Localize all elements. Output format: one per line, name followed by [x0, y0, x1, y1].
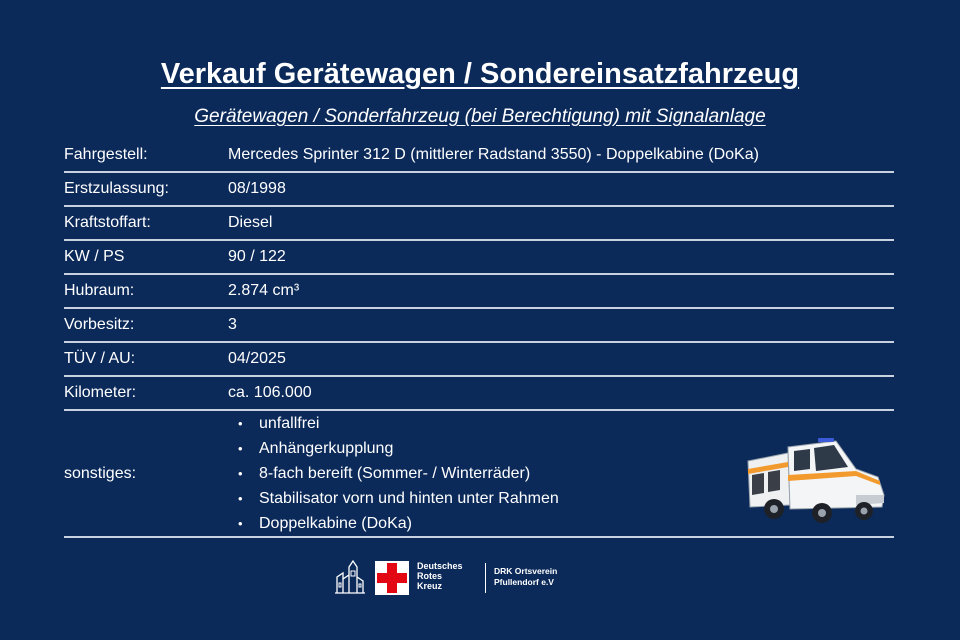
- list-item: • Doppelkabine (DoKa): [238, 511, 559, 536]
- spec-label: KW / PS: [64, 248, 125, 265]
- spec-row-fahrgestell: [64, 139, 894, 173]
- spec-row-sonstiges: [64, 411, 894, 538]
- ortsverein-name: [494, 566, 557, 588]
- spec-table: [64, 139, 894, 538]
- spec-value: 2.874 cm³: [228, 282, 300, 299]
- spec-value: Diesel: [228, 214, 273, 231]
- spec-value: 90 / 122: [228, 248, 286, 265]
- ov-line: Pfullendorf e.V: [494, 577, 554, 587]
- spec-row-tuev-au: [64, 343, 894, 377]
- spec-row-vorbesitz: [64, 309, 894, 343]
- spec-label: TÜV / AU:: [64, 350, 136, 367]
- sonstiges-list: [238, 411, 559, 536]
- spec-label: Vorbesitz:: [64, 316, 135, 333]
- spec-row-hubraum: [64, 275, 894, 309]
- page-title: Verkauf Gerätewagen / Sondereinsatzfahrzeug: [160, 58, 800, 90]
- list-item: • unfallfrei: [238, 411, 559, 436]
- vehicle-photo: [744, 429, 890, 529]
- spec-value: 3: [228, 316, 237, 333]
- spec-label: sonstiges:: [64, 465, 137, 482]
- drk-wordmark: [417, 561, 463, 591]
- drk-line: Rotes: [417, 571, 443, 581]
- spec-row-erstzulassung: [64, 173, 894, 207]
- ov-line: DRK Ortsverein: [494, 566, 558, 576]
- list-item: • Anhängerkupplung: [238, 436, 559, 461]
- spec-row-kraftstoffart: [64, 207, 894, 241]
- spec-label: Hubraum:: [64, 282, 135, 299]
- spec-label: Erstzulassung:: [64, 180, 169, 197]
- spec-label: Kraftstoffart:: [64, 214, 151, 231]
- spec-label: Fahrgestell:: [64, 146, 148, 163]
- spec-label: Kilometer:: [64, 384, 137, 401]
- spec-value: ca. 106.000: [228, 384, 312, 401]
- drk-line: Kreuz: [417, 581, 443, 591]
- church-icon: [333, 559, 367, 595]
- drk-line: Deutsches: [417, 561, 463, 571]
- drk-logo: [333, 559, 583, 599]
- spec-row-kw-ps: [64, 241, 894, 275]
- logo-divider: [485, 563, 486, 593]
- spec-value: Mercedes Sprinter 312 D (mittlerer Radstand 3550) - Doppelkabine (DoKa): [228, 146, 759, 163]
- red-cross-icon: [375, 561, 409, 595]
- page-subtitle: Gerätewagen / Sonderfahrzeug (bei Berechtigung) mit Signalanlage: [194, 106, 766, 127]
- spec-value: 04/2025: [228, 350, 286, 367]
- list-item: • Stabilisator vorn und hinten unter Rahmen: [238, 486, 559, 511]
- spec-value: 08/1998: [228, 180, 286, 197]
- spec-row-kilometer: [64, 377, 894, 411]
- list-item: • 8-fach bereift (Sommer- / Winterräder): [238, 461, 559, 486]
